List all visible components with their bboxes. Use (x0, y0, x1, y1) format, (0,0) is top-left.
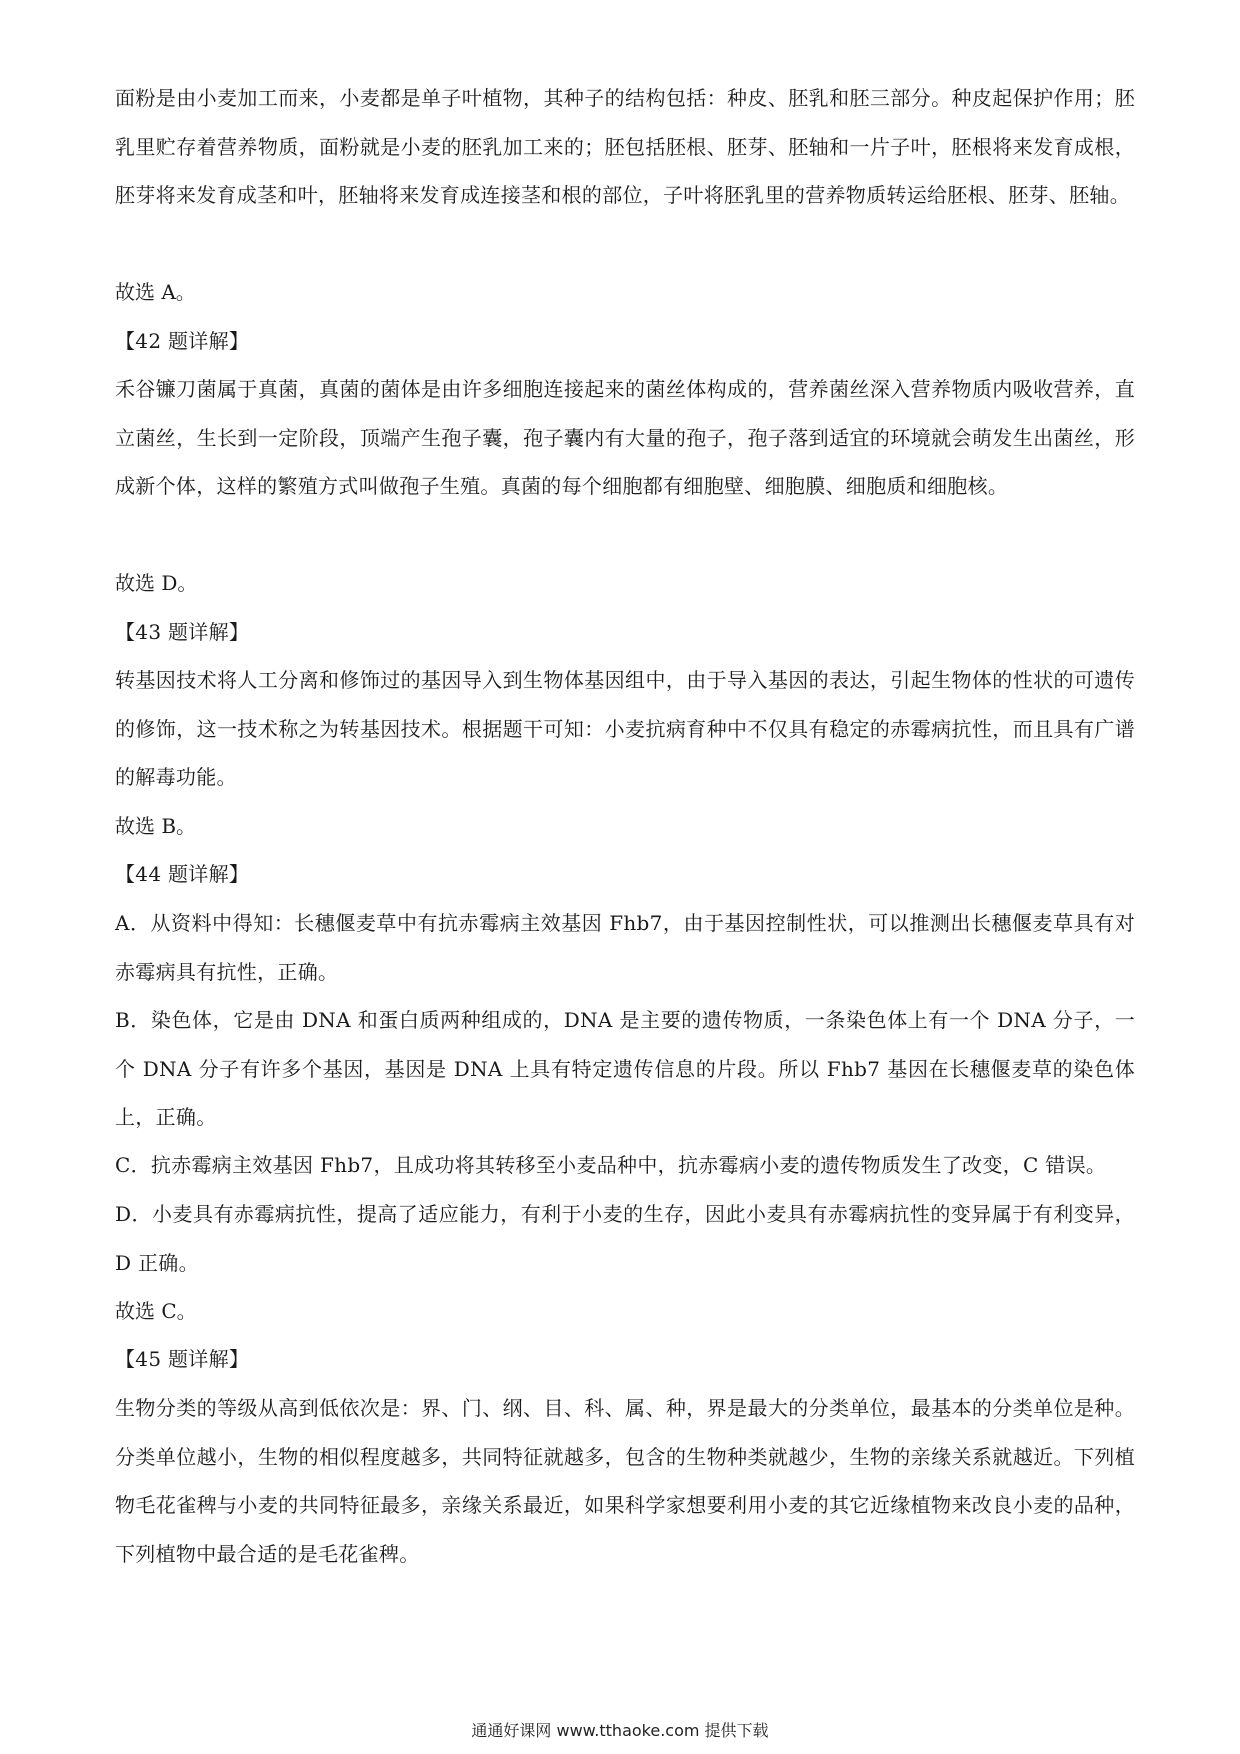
q43-heading: 【43 题详解】 (115, 620, 250, 644)
q44-answer: 故选 C。 (115, 1299, 197, 1323)
q42-heading: 【42 题详解】 (115, 329, 250, 353)
q44-option-d: D．小麦具有赤霉病抗性，提高了适应能力，有利于小麦的生存，因此小麦具有赤霉病抗性的变异属于有利变异，D 正确。 (115, 1202, 1135, 1275)
q43-answer: 故选 B。 (115, 814, 197, 838)
q45-heading: 【45 题详解】 (115, 1347, 250, 1371)
q44-option-b: B．染色体，它是由 DNA 和蛋白质两种组成的，DNA 是主要的遗传物质，一条染色体上有一个 DNA 分子，一个 DNA 分子有许多个基因，基因是 DNA 上具有特定遗传信息的片段。所以 Fhb7 基因在长穗偃麦草的染色体上，正确。 (115, 1008, 1135, 1129)
q45-paragraph: 生物分类的等级从高到低依次是：界、门、纲、目、科、属、种，界是最大的分类单位，最基本的分类单位是种。分类单位越小，生物的相似程度越多，共同特征就越多，包含的生物种类就越少，生物的亲缘关系就越近。下列植物毛花雀稗与小麦的共同特征最多，亲缘关系最近，如果科学家想要利用小麦的其它近缘植物来改良小麦的品种，下列植物中最合适的是毛花雀稗。 (115, 1396, 1135, 1566)
q43-paragraph: 转基因技术将人工分离和修饰过的基因导入到生物体基因组中，由于导入基因的表达，引起生物体的性状的可遗传的修饰，这一技术称之为转基因技术。根据题干可知：小麦抗病育种中不仅具有稳定的赤霉病抗性，而且具有广谱的解毒功能。 (115, 668, 1135, 789)
q44-heading: 【44 题详解】 (115, 862, 250, 886)
q42-paragraph: 禾谷镰刀菌属于真菌，真菌的菌体是由许多细胞连接起来的菌丝体构成的，营养菌丝深入营养物质内吸收营养，直立菌丝，生长到一定阶段，顶端产生孢子囊，孢子囊内有大量的孢子，孢子落到适宜的环境就会萌发生出菌丝，形成新个体，这样的繁殖方式叫做孢子生殖。真菌的每个细胞都有细胞壁、细胞膜、细胞质和细胞核。 (115, 377, 1135, 498)
intro-paragraph: 面粉是由小麦加工而来，小麦都是单子叶植物，其种子的结构包括：种皮、胚乳和胚三部分。种皮起保护作用；胚乳里贮存着营养物质，面粉就是小麦的胚乳加工来的；胚包括胚根、胚芽、胚轴和一片子叶，胚根将来发育成根，胚芽将来发育成茎和叶，胚轴将来发育成连接茎和根的部位，子叶将胚乳里的营养物质转运给胚根、胚芽、胚轴。 (115, 86, 1135, 207)
page-footer: 通通好课网 www.tthaoke.com 提供下载 (471, 1721, 769, 1740)
q44-option-c: C．抗赤霉病主效基因 Fhb7，且成功将其转移至小麦品种中，抗赤霉病小麦的遗传物质发生了改变，C 错误。 (115, 1153, 1107, 1177)
intro-answer: 故选 A。 (115, 280, 196, 304)
q42-answer: 故选 D。 (115, 571, 198, 595)
q44-option-a: A．从资料中得知：长穗偃麦草中有抗赤霉病主效基因 Fhb7，由于基因控制性状，可以推测出长穗偃麦草具有对赤霉病具有抗性，正确。 (115, 911, 1135, 984)
